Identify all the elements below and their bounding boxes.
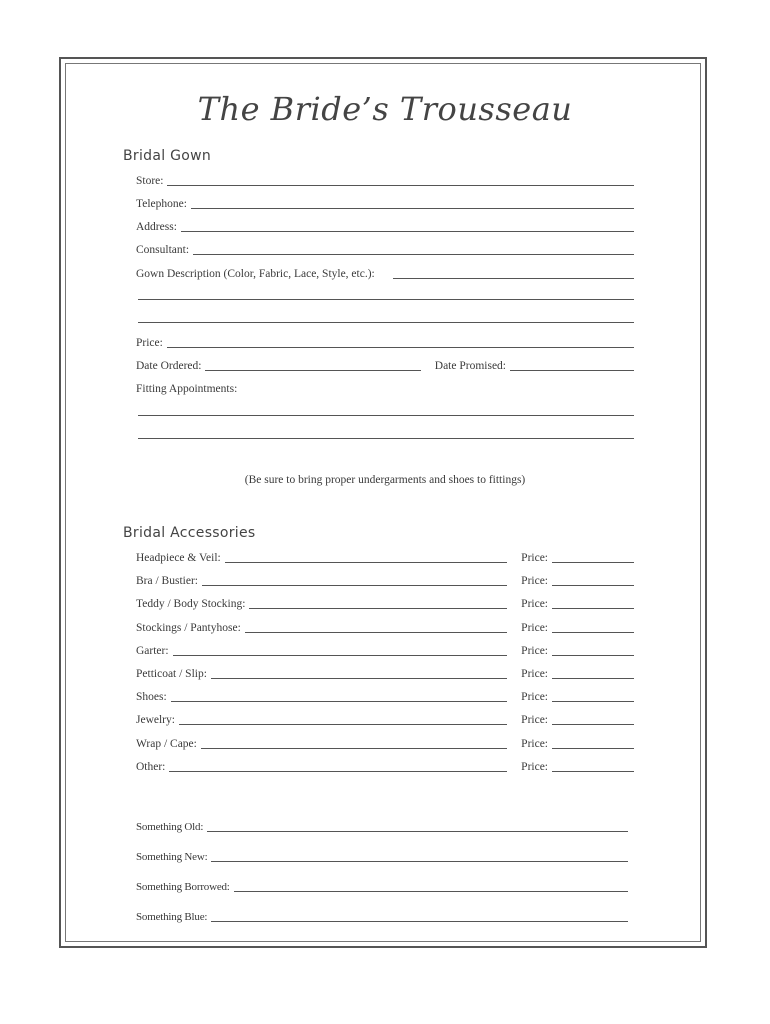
accessory-price-line[interactable] bbox=[552, 561, 634, 563]
accessory-price-line[interactable] bbox=[552, 607, 634, 609]
accessory-price-line[interactable] bbox=[552, 631, 634, 633]
accessory-line[interactable] bbox=[201, 747, 507, 749]
accessory-price-line[interactable] bbox=[552, 584, 634, 586]
date-promised-line[interactable] bbox=[510, 369, 634, 371]
accessory-label: Petticoat / Slip: bbox=[136, 668, 207, 680]
fitting-line-1[interactable] bbox=[138, 415, 634, 416]
fitting-appointments-row bbox=[136, 378, 634, 396]
something-old-label: Something Old: bbox=[136, 821, 204, 833]
accessory-line[interactable] bbox=[211, 677, 507, 679]
accessory-line[interactable] bbox=[169, 770, 507, 772]
gown-description-label: Gown Description (Color, Fabric, Lace, Style, etc.): bbox=[136, 268, 375, 280]
accessory-price-label: Price: bbox=[521, 738, 548, 750]
address-label: Address: bbox=[136, 221, 177, 233]
accessory-line[interactable] bbox=[245, 631, 507, 633]
gown-description-field[interactable] bbox=[136, 263, 634, 281]
something-borrowed-label: Something Borrowed: bbox=[136, 881, 230, 893]
accessory-price-label: Price: bbox=[521, 552, 548, 564]
price-line[interactable] bbox=[167, 346, 634, 348]
address-line[interactable] bbox=[181, 230, 634, 232]
accessory-price-line[interactable] bbox=[552, 747, 634, 749]
accessory-line[interactable] bbox=[179, 723, 507, 725]
accessory-price-label: Price: bbox=[521, 622, 548, 634]
accessory-row bbox=[136, 686, 634, 704]
accessory-row bbox=[136, 756, 634, 774]
accessory-row bbox=[136, 663, 634, 681]
gown-description-line[interactable] bbox=[393, 277, 634, 279]
telephone-field[interactable] bbox=[136, 193, 634, 211]
something-new-line[interactable] bbox=[211, 860, 628, 862]
accessory-price-line[interactable] bbox=[552, 700, 634, 702]
consultant-label: Consultant: bbox=[136, 244, 190, 256]
something-blue-line[interactable] bbox=[211, 920, 628, 922]
something-old-line[interactable] bbox=[207, 830, 628, 832]
accessory-label: Stockings / Pantyhose: bbox=[136, 622, 241, 634]
accessory-label: Headpiece & Veil: bbox=[136, 552, 221, 564]
store-field[interactable] bbox=[136, 170, 634, 188]
accessory-label: Other: bbox=[136, 761, 166, 773]
something-borrowed-field[interactable] bbox=[136, 876, 628, 894]
accessory-line[interactable] bbox=[202, 584, 507, 586]
accessory-row bbox=[136, 640, 634, 658]
gown-description-line-2[interactable] bbox=[138, 299, 634, 300]
gown-description-line-3[interactable] bbox=[138, 322, 634, 323]
store-line[interactable] bbox=[167, 184, 634, 186]
date-ordered-label: Date Ordered: bbox=[136, 360, 202, 372]
accessory-label: Wrap / Cape: bbox=[136, 738, 197, 750]
something-blue-label: Something Blue: bbox=[136, 911, 208, 923]
accessory-line[interactable] bbox=[225, 561, 507, 563]
something-blue-field[interactable] bbox=[136, 906, 628, 924]
accessory-line[interactable] bbox=[173, 654, 508, 656]
accessory-row bbox=[136, 570, 634, 588]
accessory-price-line[interactable] bbox=[552, 723, 634, 725]
accessory-row bbox=[136, 733, 634, 751]
accessory-row bbox=[136, 547, 634, 565]
accessory-row bbox=[136, 709, 634, 727]
accessory-price-label: Price: bbox=[521, 645, 548, 657]
dates-row bbox=[136, 355, 634, 373]
fitting-appointments-label: Fitting Appointments: bbox=[136, 383, 238, 395]
telephone-line[interactable] bbox=[191, 207, 634, 209]
accessory-price-line[interactable] bbox=[552, 770, 634, 772]
something-old-field[interactable] bbox=[136, 816, 628, 834]
accessory-price-label: Price: bbox=[521, 691, 548, 703]
accessory-price-label: Price: bbox=[521, 714, 548, 726]
accessory-price-label: Price: bbox=[521, 575, 548, 587]
bridal-gown-heading: Bridal Gown bbox=[123, 148, 212, 164]
accessory-label: Bra / Bustier: bbox=[136, 575, 198, 587]
accessory-row bbox=[136, 593, 634, 611]
accessory-price-label: Price: bbox=[521, 761, 548, 773]
address-field[interactable] bbox=[136, 216, 634, 234]
accessory-row bbox=[136, 617, 634, 635]
date-promised-label: Date Promised: bbox=[434, 360, 506, 372]
accessory-price-line[interactable] bbox=[552, 654, 634, 656]
telephone-label: Telephone: bbox=[136, 198, 187, 210]
bridal-accessories-heading: Bridal Accessories bbox=[123, 525, 256, 541]
price-field[interactable] bbox=[136, 332, 634, 350]
fittings-note: (Be sure to bring proper undergarments and shoes to fittings) bbox=[244, 474, 526, 486]
something-new-label: Something New: bbox=[136, 851, 208, 863]
accessory-price-label: Price: bbox=[521, 668, 548, 680]
something-new-field[interactable] bbox=[136, 846, 628, 864]
accessory-price-label: Price: bbox=[521, 598, 548, 610]
fitting-line-2[interactable] bbox=[138, 438, 634, 439]
accessory-label: Shoes: bbox=[136, 691, 167, 703]
accessory-line[interactable] bbox=[249, 607, 507, 609]
something-borrowed-line[interactable] bbox=[234, 890, 628, 892]
price-label: Price: bbox=[136, 337, 163, 349]
store-label: Store: bbox=[136, 175, 164, 187]
date-ordered-line[interactable] bbox=[205, 369, 420, 371]
accessory-label: Jewelry: bbox=[136, 714, 175, 726]
consultant-line[interactable] bbox=[193, 253, 634, 255]
consultant-field[interactable] bbox=[136, 239, 634, 257]
accessory-label: Teddy / Body Stocking: bbox=[136, 598, 246, 610]
accessory-label: Garter: bbox=[136, 645, 169, 657]
page-title: The Bride’s Trousseau bbox=[197, 90, 573, 128]
accessory-price-line[interactable] bbox=[552, 677, 634, 679]
accessory-line[interactable] bbox=[171, 700, 508, 702]
